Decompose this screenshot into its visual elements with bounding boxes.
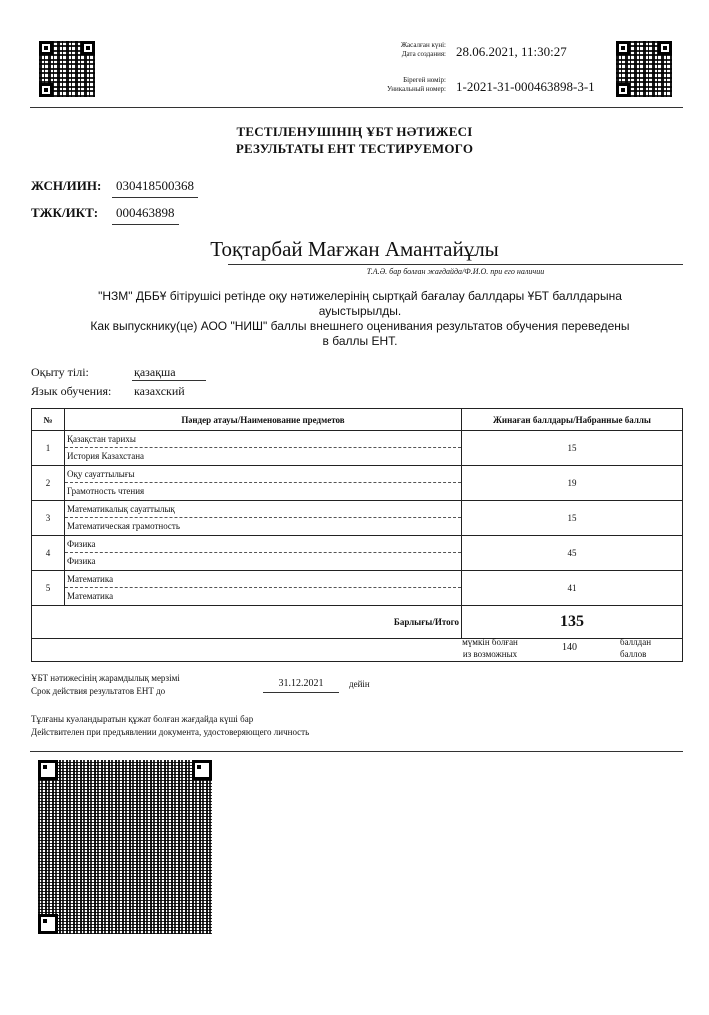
name-underline	[228, 264, 683, 265]
unique-number-label: Бірегей номір: Уникальный номер:	[386, 76, 446, 93]
row-score: 15	[462, 431, 683, 466]
row-num: 5	[32, 571, 65, 606]
table-row	[32, 536, 683, 571]
table-row	[32, 466, 683, 501]
row-score: 19	[462, 466, 683, 501]
possible-label: мүмкін болған из возможных	[462, 637, 518, 659]
total-label: Барлығы/Итого	[65, 606, 462, 639]
person-full-name: Тоқтарбай Мағжан Амантайұлы	[210, 237, 499, 261]
subject-ru: Грамотность чтения	[67, 486, 145, 496]
row-num: 1	[32, 431, 65, 466]
table-row	[32, 501, 683, 536]
unique-number-value: 1-2021-31-000463898-3-1	[456, 79, 595, 94]
row-subject	[65, 501, 462, 536]
col-subject-header: Пәндер атауы/Наименование предметов	[65, 409, 462, 431]
subject-ru: Физика	[67, 556, 96, 566]
qr-code-top-left-icon	[39, 41, 95, 97]
table-row	[32, 571, 683, 606]
ikt-value: 000463898	[112, 205, 179, 225]
name-caption: Т.А.Ә. бар болған жағдайда/Ф.И.О. при его наличии	[366, 267, 545, 276]
table-row	[32, 431, 683, 466]
results-table	[31, 408, 683, 639]
language-value-ru: казахский	[134, 384, 185, 398]
subject-kz: Оқу сауаттылығы	[65, 466, 461, 483]
row-subject	[65, 536, 462, 571]
subject-ru: Математическая грамотность	[67, 521, 180, 531]
row-subject	[65, 431, 462, 466]
subject-kz: Физика	[65, 536, 461, 553]
col-score-header: Жинаған баллдары/Набранные баллы	[462, 409, 683, 431]
subject-kz: Қазақстан тарихы	[65, 431, 461, 448]
language-label-ru: Язык обучения:	[31, 384, 112, 398]
iin-value: 030418500368	[112, 178, 198, 198]
footer-divider	[30, 751, 683, 752]
ikt-label: ТЖК/ИКТ:	[31, 205, 99, 220]
row-num: 4	[32, 536, 65, 571]
row-score: 45	[462, 536, 683, 571]
validity-until: дейін	[349, 679, 370, 689]
language-value-kz: қазақша	[134, 365, 176, 379]
created-date-value: 28.06.2021, 11:30:27	[456, 44, 567, 59]
row-score: 41	[462, 571, 683, 606]
row-subject	[65, 571, 462, 606]
row-num: 3	[32, 501, 65, 536]
identity-document-note: Тұлғаны куәландыратын құжат болған жағдайда күші бар Действителен при предъявлении документа, удостоверяющего личность	[31, 714, 310, 737]
created-date-label: Жасалған күні: Дата создания:	[400, 41, 446, 58]
language-label-kz: Оқыту тілі:	[31, 365, 89, 379]
subject-kz: Математика	[65, 571, 461, 588]
iin-label: ЖСН/ИИН:	[31, 178, 102, 193]
table-header-row	[32, 409, 683, 431]
validity-date: 31.12.2021	[263, 678, 339, 693]
col-num-header: №	[32, 409, 65, 431]
possible-unit: баллдан баллов	[620, 637, 652, 659]
page-title-ru: РЕЗУЛЬТАТЫ ЕНТ ТЕСТИРУЕМОГО	[235, 141, 474, 156]
qr-code-top-right-icon	[616, 41, 672, 97]
subject-ru: История Казахстана	[67, 451, 145, 461]
qr-code-large-icon	[38, 760, 212, 934]
total-value: 135	[462, 606, 683, 639]
possible-value: 140	[562, 642, 577, 653]
row-score: 15	[462, 501, 683, 536]
possible-score-box	[31, 634, 683, 662]
language-underline	[132, 380, 206, 381]
validity-label: ҰБТ нәтижесінің жарамдылық мерзімі Срок действия результатов ЕНТ до	[31, 673, 180, 696]
subject-ru: Математика	[67, 591, 114, 601]
subject-kz: Математикалық сауаттылық	[65, 501, 461, 518]
page-title-kz: ТЕСТІЛЕНУШІНІҢ ҰБТ НӘТИЖЕСІ	[236, 124, 473, 139]
conversion-note: "НЗМ" ДББҰ бітірушісі ретінде оқу нәтижелерінің сыртқай бағалау баллдары ҰБТ баллдарына ауыстырылды. Как выпускнику(це) АОО "НИШ" баллы внешнего оценивания результатов обучения переведены в баллы ЕНТ.	[90, 289, 630, 348]
header-divider	[30, 107, 683, 108]
row-subject	[65, 466, 462, 501]
row-num: 2	[32, 466, 65, 501]
